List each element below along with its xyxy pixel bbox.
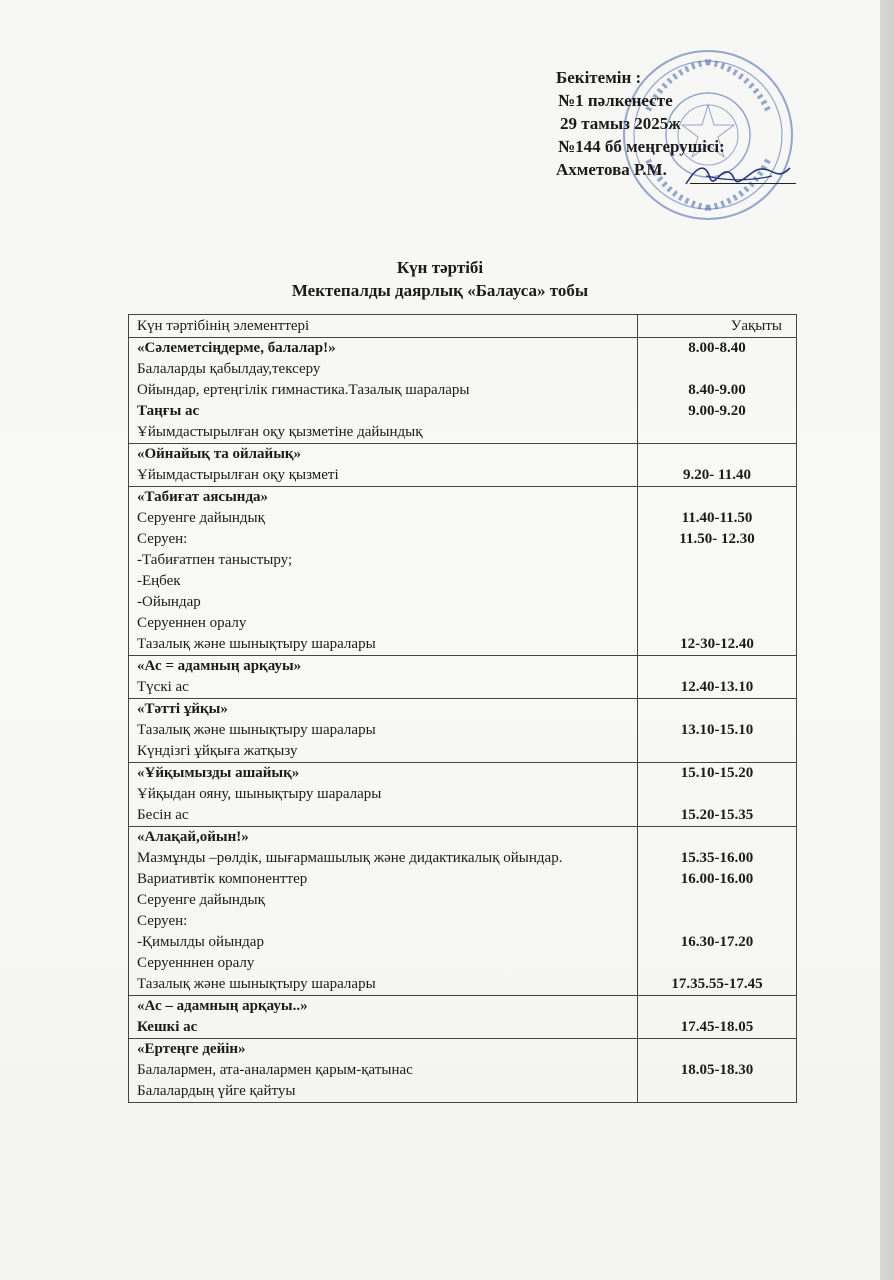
activity-cell: Түскі ас [137, 679, 189, 695]
time-cell: 12-30-12.40 [637, 634, 796, 655]
schedule-block [129, 827, 796, 996]
table-row [129, 805, 796, 826]
time-cell [637, 741, 796, 762]
activity-cell: -Ойындар [137, 594, 201, 610]
time-cell [637, 784, 796, 805]
time-cell [637, 422, 796, 443]
time-cell [637, 890, 796, 911]
activity-cell: «Ертеңге дейін» [137, 1041, 246, 1057]
table-body [129, 338, 796, 1102]
activity-cell: Вариативтік компоненттер [137, 871, 308, 887]
schedule-block [129, 996, 796, 1039]
table-row [129, 1060, 796, 1081]
activity-cell: Балаларды қабылдау,тексеру [137, 361, 321, 377]
activity-cell: Тазалық және шынықтыру шаралары [137, 976, 376, 992]
activity-cell: «Табиғат аясында» [137, 489, 269, 505]
table-row [129, 613, 796, 634]
table-row [129, 508, 796, 529]
time-cell: 17.45-18.05 [637, 1017, 796, 1038]
activity-cell: Серуен: [137, 913, 188, 929]
time-cell [637, 996, 796, 1017]
table-row [129, 380, 796, 401]
table-row [129, 338, 796, 359]
time-cell [637, 444, 796, 465]
header-time: Уақыты [637, 315, 796, 337]
table-row [129, 465, 796, 486]
time-cell [637, 827, 796, 848]
table-row [129, 1017, 796, 1038]
table-row [129, 974, 796, 995]
activity-cell: Мазмұнды –рөлдік, шығармашылық және дидактикалық ойындар. [137, 850, 563, 866]
activity-cell: Серуенннен оралу [137, 955, 255, 971]
time-cell: 11.40-11.50 [637, 508, 796, 529]
table-row [129, 634, 796, 655]
table-row [129, 911, 796, 932]
activity-cell: Күндізгі ұйқыға жатқызу [137, 743, 298, 759]
time-cell: 15.35-16.00 [637, 848, 796, 869]
time-cell: 11.50- 12.30 [637, 529, 796, 550]
time-cell: 15.20-15.35 [637, 805, 796, 826]
table-row [129, 1081, 796, 1102]
page-subtitle: Мектепалды даярлық «Балауса» тобы [291, 281, 589, 300]
activity-cell: Балалардың үйге қайтуы [137, 1083, 296, 1099]
time-cell: 12.40-13.10 [637, 677, 796, 698]
schedule-block [129, 338, 796, 444]
time-cell: 15.10-15.20 [637, 763, 796, 784]
table-row [129, 592, 796, 613]
table-row [129, 848, 796, 869]
approval-name: Ахметова Р.М. [556, 160, 667, 179]
activity-cell: -Табиғатпен таныстыру; [137, 552, 293, 568]
activity-cell: «Ұйқымызды ашайық» [137, 765, 300, 781]
activity-cell: «Сәлеметсіңдерме, балалар!» [137, 340, 336, 356]
time-cell [637, 1081, 796, 1102]
table-row [129, 741, 796, 762]
schedule-block [129, 763, 796, 827]
table-row [129, 1039, 796, 1060]
table-row [129, 422, 796, 443]
table-row [129, 359, 796, 380]
schedule-table [128, 314, 797, 1103]
activity-cell: «Ас = адамның арқауы» [137, 658, 302, 674]
table-row [129, 571, 796, 592]
table-row [129, 529, 796, 550]
time-cell [637, 953, 796, 974]
activity-cell: Серуен: [137, 531, 188, 547]
approval-date: 29 тамыз 2025ж [560, 114, 681, 133]
table-row [129, 996, 796, 1017]
table-row [129, 932, 796, 953]
activity-cell: Серуеннен оралу [137, 615, 247, 631]
time-cell [637, 550, 796, 571]
table-row [129, 550, 796, 571]
time-cell [637, 1039, 796, 1060]
activity-cell: «Ойнайық та ойлайық» [137, 446, 302, 462]
time-cell [637, 699, 796, 720]
time-cell: 9.00-9.20 [637, 401, 796, 422]
table-row [129, 763, 796, 784]
activity-cell: Ұйқыдан ояну, шынықтыру шаралары [137, 786, 382, 802]
activity-cell: «Ас – адамның арқауы..» [137, 998, 308, 1014]
scan-edge [880, 0, 894, 1280]
table-row [129, 487, 796, 508]
activity-cell: Кешкі ас [137, 1019, 198, 1035]
schedule-block [129, 1039, 796, 1102]
approval-heading: Бекітемін : [556, 68, 642, 87]
time-cell [637, 571, 796, 592]
time-cell [637, 911, 796, 932]
activity-cell: Ойындар, ертеңгілік гимнастика.Тазалық шаралары [137, 382, 470, 398]
time-cell: 18.05-18.30 [637, 1060, 796, 1081]
activity-cell: Серуенге дайындық [137, 510, 265, 526]
time-cell: 16.30-17.20 [637, 932, 796, 953]
signature-line [690, 183, 796, 184]
time-cell [637, 359, 796, 380]
schedule-block [129, 487, 796, 656]
activity-cell: Ұйымдастырылған оқу қызметі [137, 467, 339, 483]
schedule-block [129, 656, 796, 699]
time-cell [637, 656, 796, 677]
activity-cell: Серуенге дайындық [137, 892, 265, 908]
table-row [129, 890, 796, 911]
time-cell: 8.40-9.00 [637, 380, 796, 401]
table-row [129, 677, 796, 698]
approval-position: №144 бб меңгерушісі: [558, 137, 725, 156]
time-cell: 13.10-15.10 [637, 720, 796, 741]
header-elements: Күн тәртібінің элементтері [137, 318, 310, 334]
time-cell: 17.35.55-17.45 [637, 974, 796, 995]
time-cell [637, 613, 796, 634]
activity-cell: «Алақай,ойын!» [137, 829, 249, 845]
time-cell: 8.00-8.40 [637, 338, 796, 359]
table-row [129, 699, 796, 720]
activity-cell: Балалармен, ата-аналармен қарым-қатынас [137, 1062, 413, 1078]
table-row [129, 401, 796, 422]
table-row [129, 784, 796, 805]
activity-cell: Тазалық және шынықтыру шаралары [137, 636, 376, 652]
schedule-block [129, 444, 796, 487]
table-header [129, 315, 796, 338]
activity-cell: -Еңбек [137, 573, 181, 589]
approval-order: №1 пәлкенесте [558, 91, 673, 110]
time-cell: 16.00-16.00 [637, 869, 796, 890]
activity-cell: Таңғы ас [137, 403, 200, 419]
table-row [129, 953, 796, 974]
table-row [129, 444, 796, 465]
time-cell: 9.20- 11.40 [637, 465, 796, 486]
activity-cell: -Қимылды ойындар [137, 934, 264, 950]
activity-cell: Ұйымдастырылған оқу қызметіне дайындық [137, 424, 423, 440]
table-row [129, 720, 796, 741]
time-cell [637, 592, 796, 613]
activity-cell: Бесін ас [137, 807, 189, 823]
table-row [129, 827, 796, 848]
time-cell [637, 487, 796, 508]
table-row [129, 656, 796, 677]
approval-block [556, 66, 816, 181]
activity-cell: Тазалық және шынықтыру шаралары [137, 722, 376, 738]
table-row [129, 869, 796, 890]
schedule-block [129, 699, 796, 763]
activity-cell: «Тәтті ұйқы» [137, 701, 228, 717]
page-title: Күн тәртібі [396, 258, 484, 277]
